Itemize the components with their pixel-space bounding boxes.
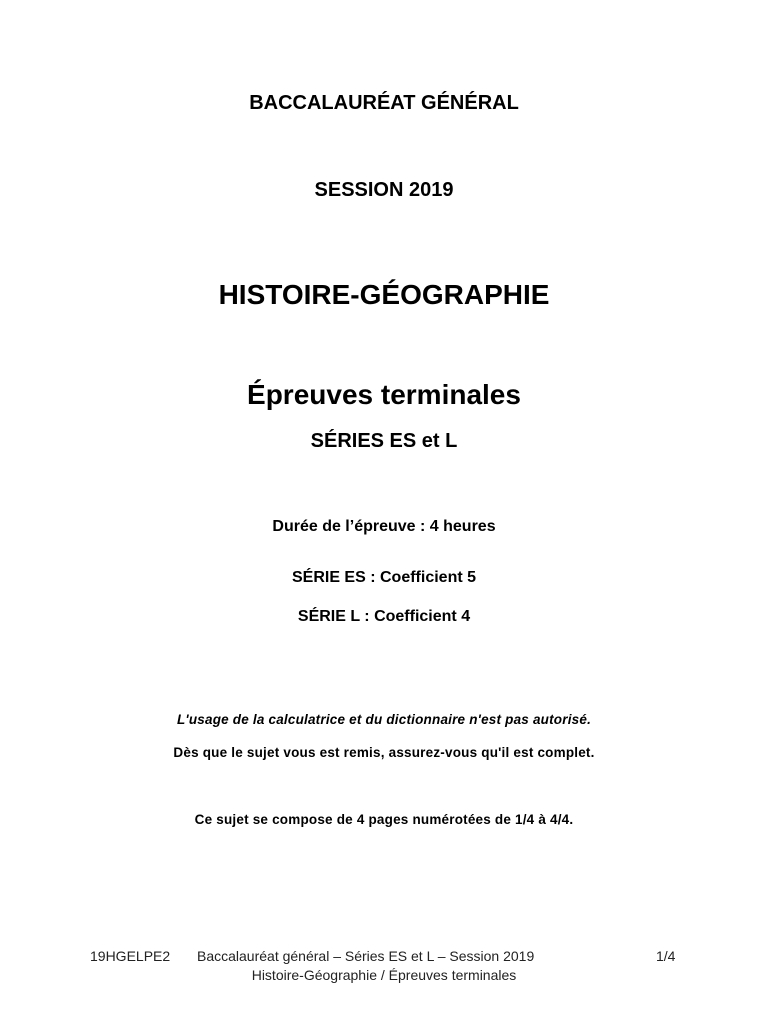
- paper-title-heading: Épreuves terminales: [247, 379, 521, 410]
- footer-subject-line: Histoire-Géographie / Épreuves terminales: [251, 967, 517, 983]
- page-count-notice: Ce sujet se compose de 4 pages numérotées de 1/4 à 4/4.: [194, 812, 574, 827]
- footer-exam-description: Baccalauréat général – Séries ES et L – Session 2019: [197, 948, 535, 964]
- page-footer: [0, 948, 768, 988]
- coefficient-l-text: SÉRIE L : Coefficient 4: [297, 608, 471, 625]
- series-heading: SÉRIES ES et L: [310, 430, 458, 452]
- calculator-notice: L'usage de la calculatrice et du dictionnaire n'est pas autorisé.: [176, 712, 592, 727]
- coefficient-es-text: SÉRIE ES : Coefficient 5: [291, 569, 477, 586]
- footer-exam-code: 19HGELPE2: [90, 948, 171, 964]
- duration-text: Durée de l’épreuve : 4 heures: [272, 518, 496, 535]
- session-heading: SESSION 2019: [314, 179, 454, 201]
- exam-type-heading: BACCALAURÉAT GÉNÉRAL: [249, 92, 519, 114]
- completeness-notice: Dès que le sujet vous est remis, assurez-vous qu'il est complet.: [173, 745, 595, 760]
- subject-heading: HISTOIRE-GÉOGRAPHIE: [218, 279, 550, 310]
- footer-page-number: 1/4: [656, 948, 676, 964]
